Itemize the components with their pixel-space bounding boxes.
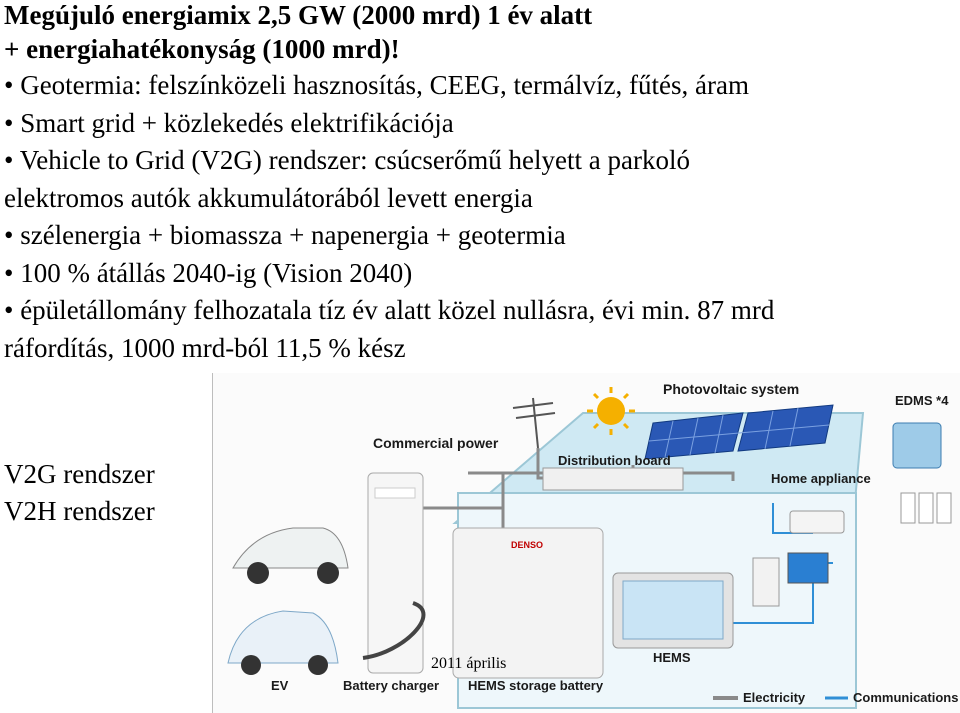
- hems-label: HEMS: [653, 650, 691, 665]
- ev-car-icon-1: [233, 528, 348, 584]
- bullet-line: • Vehicle to Grid (V2G) rendszer: csúcserőmű helyett a parkoló: [4, 145, 690, 175]
- battery-charger-icon: [363, 473, 423, 673]
- photovoltaic-label: Photovoltaic system: [663, 381, 800, 397]
- denso-brand: DENSO: [511, 540, 544, 550]
- home-appliance-label: Home appliance: [771, 471, 871, 486]
- bullet-line: elektromos autók akkumulátorából levett energia: [4, 182, 533, 213]
- air-conditioner-icon: [790, 511, 844, 533]
- v2h-label: V2H rendszer: [4, 496, 155, 526]
- utility-pole-icon: [513, 398, 555, 448]
- hems-panel-icon: [613, 573, 733, 648]
- tv-icon: [788, 553, 828, 583]
- electricity-legend-label: Electricity: [743, 690, 806, 705]
- slide-title-line-2: + energiahatékonyság (1000 mrd)!: [4, 34, 400, 64]
- ev-label: EV: [271, 678, 289, 693]
- ev-car-icon-2: [228, 611, 338, 675]
- slide-title-line-1: Megújuló energiamix 2,5 GW (2000 mrd) 1 év alatt: [4, 0, 593, 30]
- fridge-icon: [753, 558, 779, 606]
- bullet-line: • Geotermia: felszínközeli hasznosítás, CEEG, termálvíz, fűtés, áram: [4, 70, 749, 100]
- distribution-board-label: Distribution board: [558, 453, 671, 468]
- commercial-power-label: Commercial power: [373, 435, 499, 451]
- bullet-line: • épületállomány felhozatala tíz év alatt közel nullásra, évi min. 87 mrd: [4, 295, 775, 325]
- distribution-board-icon: [543, 468, 683, 490]
- bullet-line: • szélenergia + biomassza + napenergia + geotermia: [4, 220, 566, 250]
- bullet-line: ráfordítás, 1000 mrd-ból 11,5 % kész: [4, 332, 406, 363]
- communications-legend-label: Communications: [853, 690, 959, 705]
- v2h-system-diagram: [212, 373, 960, 713]
- side-labels: [4, 456, 155, 530]
- date-label: 2011 április: [431, 655, 507, 672]
- bullet-list: [4, 67, 954, 367]
- hems-storage-label: HEMS storage battery: [468, 678, 604, 693]
- slide-title: [4, 0, 954, 66]
- bullet-line: • 100 % átállás 2040-ig (Vision 2040): [4, 257, 413, 288]
- battery-charger-label: Battery charger: [343, 678, 440, 693]
- edms-meter-icons: [893, 423, 951, 523]
- v2g-label: V2G rendszer: [4, 459, 155, 489]
- bullet-line: • Smart grid + közlekedés elektrifikációja: [4, 107, 454, 138]
- diagram-illustration: [213, 373, 960, 713]
- edms-label: EDMS *4: [895, 393, 949, 408]
